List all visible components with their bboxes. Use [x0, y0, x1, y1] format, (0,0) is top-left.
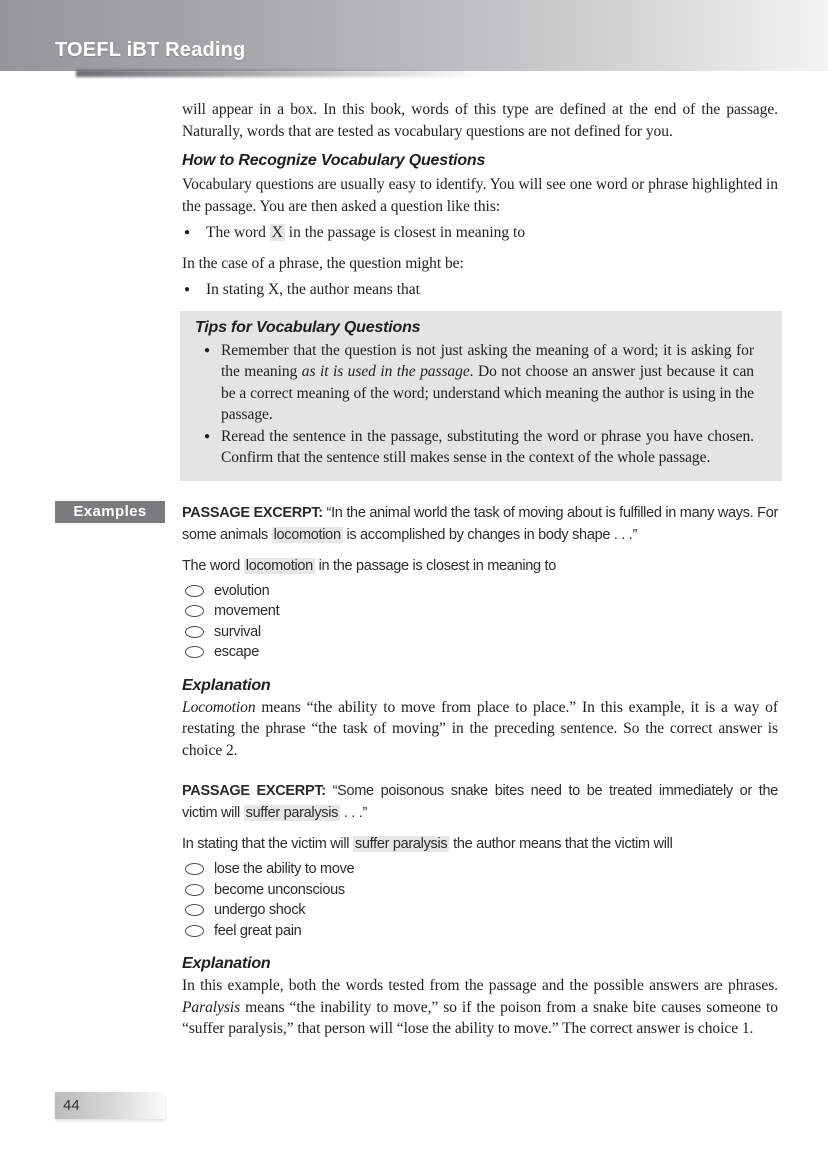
- footer-page-bar: [55, 1092, 165, 1119]
- excerpt-label: PASSAGE EXCERPT:: [182, 783, 326, 799]
- recognize-intro: Vocabulary questions are usually easy to identify. You will see one word or phrase highlighted in the passage. You are then asked a question like this:: [182, 176, 778, 215]
- bullet-icon: ●: [184, 227, 191, 238]
- radio-oval-icon[interactable]: [185, 626, 204, 638]
- tip-text: Remember that the question is not just asking the meaning of a word; it is asking for the meaning as it is used in the passage. Do not choose an answer just because it can be a correct meaning of the word; understand which meaning the author is using in the passage.: [221, 341, 754, 423]
- phrase-question-text: In stating X, the author means that: [206, 281, 420, 298]
- radio-oval-icon[interactable]: [185, 904, 204, 916]
- page-number: 44: [63, 1097, 80, 1114]
- tip-item: [195, 426, 754, 469]
- option-label: feel great pain: [214, 922, 302, 939]
- explanation-heading-2: Explanation: [182, 955, 271, 972]
- bullet-icon: ●: [204, 430, 211, 442]
- phrase-lead: In the case of a phrase, the question might be:: [182, 254, 464, 272]
- tips-heading: Tips for Vocabulary Questions: [195, 318, 421, 336]
- word-question-text: The word X in the passage is closest in meaning to: [206, 224, 526, 241]
- radio-oval-icon[interactable]: [185, 925, 204, 937]
- option-label: lose the ability to move: [214, 861, 355, 878]
- highlighted-term: suffer paralysis: [354, 836, 448, 852]
- radio-oval-icon[interactable]: [185, 863, 204, 875]
- answer-option: [182, 880, 778, 901]
- option-label: escape: [214, 644, 259, 661]
- tip-text: Reread the sentence in the passage, substituting the word or phrase you have chosen. Confirm that the sentence still makes sense in the context of the whole passage.: [221, 427, 754, 466]
- passage-excerpt-1: PASSAGE EXCERPT: “In the animal world the task of moving about is fulfilled in many ways. For some animals locomotion is accomplished by changes in body shape . . .”: [182, 504, 778, 543]
- explanation-1: Locomotion means “the ability to move from place to place.” In this example, it is a way of restating the phrase “the task of moving” in the preceding sentence. So the correct answer is choice 2.: [182, 698, 778, 759]
- intro-paragraph: will appear in a box. In this book, words of this type are defined at the end of the passage. Naturally, words that are tested as vocabulary questions are not defined for you.: [182, 101, 778, 140]
- example-2: [182, 780, 778, 1040]
- option-label: evolution: [214, 582, 270, 599]
- passage-excerpt-2: PASSAGE EXCERPT: “Some poisonous snake bites need to be treated immediately or the victim will suffer paralysis . . .”: [182, 783, 778, 821]
- explanation-2: In this example, both the words tested from the passage and the possible answers are phrases. Paralysis means “the inability to move,” so if the poison from a snake bite causes someone to “suffer paralysis,” that person will “lose the ability to move.” The correct answer is choice 1.: [182, 977, 778, 1037]
- highlighted-term: locomotion: [245, 557, 313, 574]
- option-label: undergo shock: [214, 902, 306, 919]
- option-label: become unconscious: [214, 881, 345, 898]
- answer-option: [182, 581, 778, 602]
- main-content: [73, 99, 778, 1040]
- question-2: In stating that the victim will suffer paralysis the author means that the victim will: [182, 836, 673, 852]
- highlighted-word-x: X: [271, 224, 283, 241]
- highlighted-term: suffer paralysis: [245, 805, 339, 821]
- answer-option: [182, 921, 778, 942]
- radio-oval-icon[interactable]: [185, 884, 204, 896]
- radio-oval-icon[interactable]: [185, 646, 204, 658]
- header-shadow-divider: [76, 70, 486, 77]
- bullet-icon: ●: [204, 344, 211, 356]
- answer-option: [182, 900, 778, 921]
- answer-option: [182, 859, 778, 880]
- answer-options-1: [182, 581, 778, 663]
- option-label: movement: [214, 603, 280, 620]
- bullet-icon: ●: [184, 284, 191, 295]
- header-band: [0, 0, 828, 71]
- question-1: The word locomotion in the passage is closest in meaning to: [182, 557, 556, 574]
- radio-oval-icon[interactable]: [185, 605, 204, 617]
- radio-oval-icon[interactable]: [185, 585, 204, 597]
- answer-option: [182, 601, 778, 622]
- highlighted-term: locomotion: [273, 526, 341, 543]
- explanation-heading-1: Explanation: [182, 676, 271, 694]
- recognize-heading: How to Recognize Vocabulary Questions: [182, 152, 486, 169]
- word-question-bullet: [182, 222, 778, 244]
- answer-option: [182, 622, 778, 643]
- option-label: survival: [214, 623, 261, 640]
- page-title: TOEFL iBT Reading: [55, 39, 246, 61]
- tip-item: [195, 340, 754, 426]
- examples-label: Examples: [55, 501, 165, 523]
- phrase-question-bullet: [182, 279, 778, 301]
- answer-options-2: [182, 859, 778, 941]
- example-1: [73, 502, 778, 762]
- tips-box: [180, 311, 782, 481]
- answer-option: [182, 642, 778, 663]
- excerpt-label: PASSAGE EXCERPT:: [182, 504, 323, 521]
